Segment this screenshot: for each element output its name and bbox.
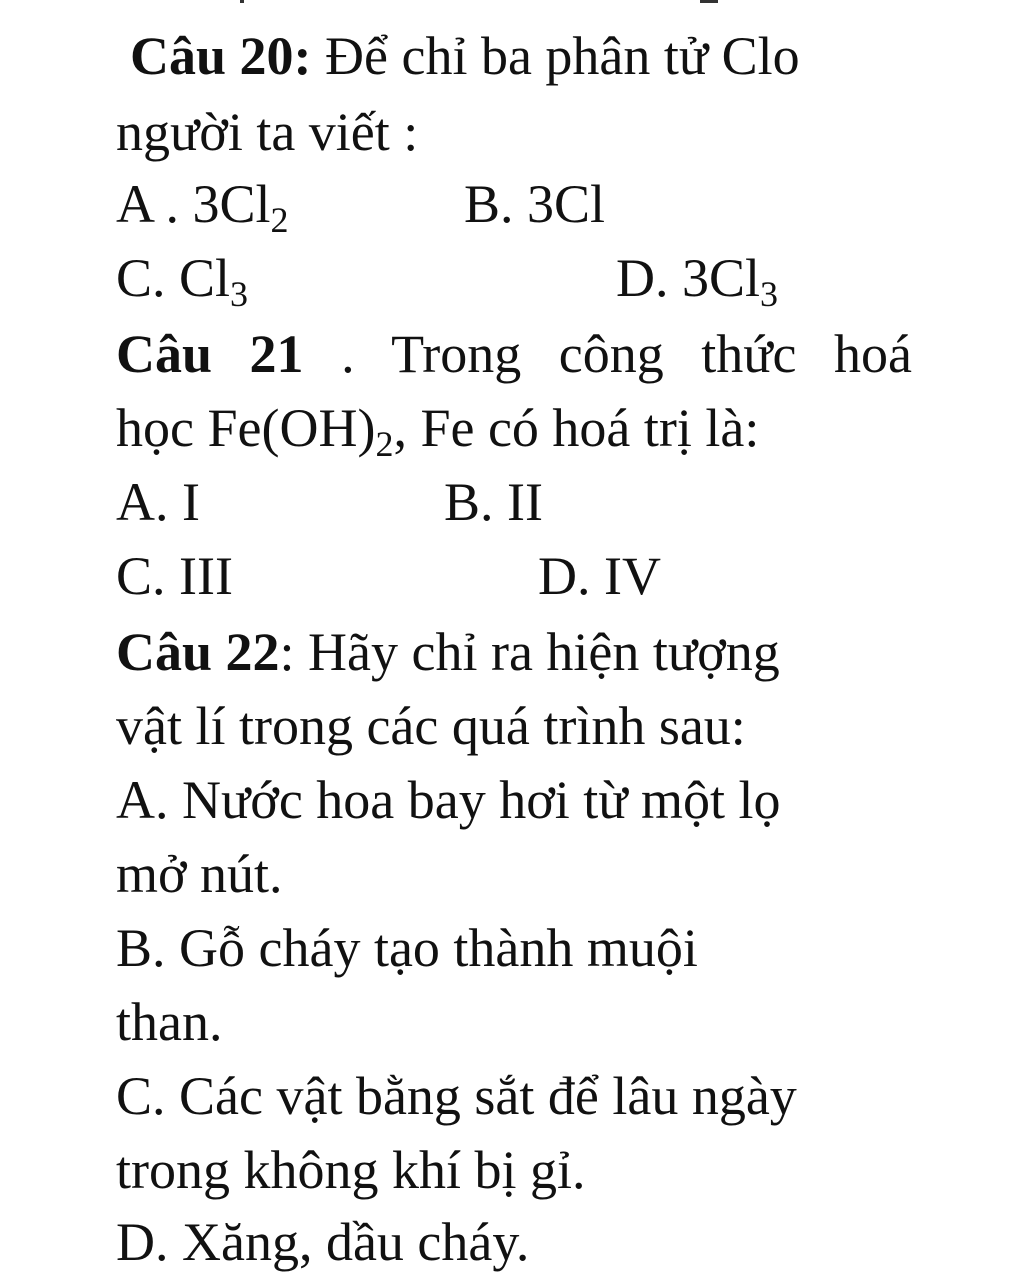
q21-text-cont: , Fe có hoá trị là: — [393, 398, 760, 458]
q22-option-a-line-2 — [116, 842, 283, 906]
q22-option-a: A. Nước hoa bay hơi từ một lọ — [116, 770, 781, 830]
top-crop-mark — [240, 0, 244, 3]
q21-line-1 — [116, 322, 912, 386]
q22-option-c-cont: trong không khí bị gỉ. — [116, 1140, 586, 1200]
q22-label: Câu 22 — [116, 622, 280, 682]
q22-option-b-cont: than. — [116, 992, 223, 1052]
q22-option-d: D. Xăng, dầu cháy. — [116, 1212, 530, 1272]
q22-option-b-line-2 — [116, 990, 222, 1054]
q21-options-row-1 — [116, 470, 912, 534]
q22-option-d-line — [116, 1210, 529, 1274]
q22-line-1 — [116, 620, 780, 684]
q20-line-1 — [130, 24, 800, 88]
q21-line-2 — [116, 396, 760, 464]
q20-option-b: B. 3Cl — [464, 174, 606, 234]
q22-option-b: B. Gỗ cháy tạo thành muội — [116, 918, 698, 978]
q22-option-a-line-1 — [116, 768, 781, 832]
q21-option-a: A. I — [116, 472, 200, 532]
q22-option-c: C. Các vật bằng sắt để lâu ngày — [116, 1066, 797, 1126]
q22-option-c-line-1 — [116, 1064, 797, 1128]
q22-text: : Hãy chỉ ra hiện tượng — [279, 622, 780, 682]
q20-line-2 — [116, 100, 418, 164]
q21-label: Câu 21 — [116, 324, 304, 384]
q20-text: Để chỉ ba phân tử Clo — [311, 26, 800, 86]
q20-option-c: C. $Cl_3$ — [116, 248, 249, 314]
q21-formula-sub: 2 — [375, 424, 394, 464]
q21-options-row-2 — [116, 544, 912, 608]
top-crop-mark — [700, 0, 718, 3]
q20-option-d: D. $3Cl_3$ — [616, 248, 779, 314]
q20-option-a: A . $3Cl_2$ — [116, 174, 289, 240]
q21-formula: học Fe(OH) — [116, 398, 376, 458]
q20-options-row-1 — [116, 172, 912, 240]
q22-text-cont: vật lí trong các quá trình sau: — [116, 696, 746, 756]
q22-line-2 — [116, 694, 746, 758]
q21-option-c: C. III — [116, 546, 233, 606]
q20-text-cont: người ta viết : — [116, 102, 419, 162]
q21-text: . Trong công thức hoá — [303, 324, 912, 384]
q22-option-c-line-2 — [116, 1138, 586, 1202]
q21-option-b: B. II — [444, 472, 543, 532]
q20-options-row-2 — [116, 246, 912, 314]
q21-option-d: D. IV — [538, 546, 661, 606]
q20-label: Câu 20: — [130, 26, 312, 86]
q22-option-a-cont: mở nút. — [116, 844, 283, 904]
q22-option-b-line-1 — [116, 916, 698, 980]
